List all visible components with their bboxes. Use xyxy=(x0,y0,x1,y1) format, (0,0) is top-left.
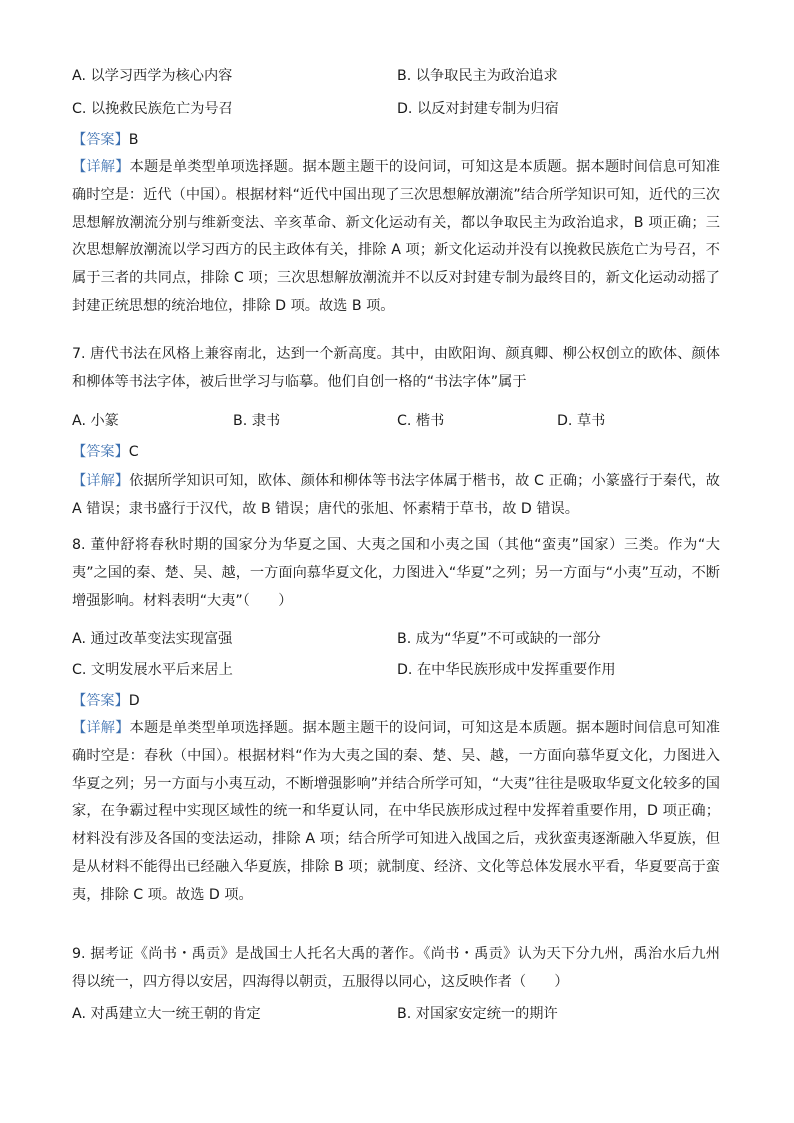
q9-option-b: B. 对国家安定统一的期许 xyxy=(397,1006,558,1022)
detail-label: 【详解】 xyxy=(72,473,130,489)
q6-option-d: D. 以反对封建专制为归宿 xyxy=(397,101,559,117)
q6-detail xyxy=(72,154,720,321)
q6-option-b: B. 以争取民主为政治追求 xyxy=(397,68,558,84)
q7-option-b: B. 隶书 xyxy=(233,413,281,429)
q7-option-c: C. 楷书 xyxy=(397,413,445,429)
q8-answer xyxy=(72,692,140,710)
q8-detail xyxy=(72,715,720,910)
q8-stem: 8. 董仲舒将春秋时期的国家分为华夏之国、大夷之国和小夷之国（其他“蛮夷”国家）三类。作为“大夷”之国的秦、楚、吴、越，一方面向慕华夏文化，力图进入“华夏”之列；另一方面与“小夷”互动，不断增强影响。材料表明“大夷”（ ） xyxy=(72,537,720,609)
q7-stem: 7. 唐代书法在风格上兼容南北，达到一个新高度。其中，由欧阳询、颜真卿、柳公权创立的欧体、颜体和柳体等书法字体，被后世学习与临摹。他们自创一格的“书法字体”属于 xyxy=(72,346,720,390)
answer-label: 【答案】 xyxy=(72,693,129,709)
q9-stem: 9. 据考证《尚书・禹贡》是战国士人托名大禹的著作。《尚书・禹贡》认为天下分九州，禹治水后九州得以统一，四方得以安居，四海得以朝贡，五服得以同心，这反映作者（ ） xyxy=(72,946,720,990)
detail-text: 依据所学知识可知，欧体、颜体和柳体等书法字体属于楷书，故 C 正确；小篆盛行于秦代，故 A 错误；隶书盛行于汉代，故 B 错误；唐代的张旭、怀素精于草书，故 D 错误。 xyxy=(72,473,720,517)
q6-option-a: A. 以学习西学为核心内容 xyxy=(72,68,233,84)
detail-label: 【详解】 xyxy=(72,159,130,175)
detail-text: 本题是单类型单项选择题。据本题主题干的设问词，可知这是本质题。据本题时间信息可知准确时空是：春秋（中国）。根据材料“作为大夷之国的秦、楚、吴、越，一方面向慕华夏文化，力图进入华夏之列；另一方面与小夷互动，不断增强影响”并结合所学可知，“大夷”往往是吸取华夏文化较多的国家，在争霸过程中实现区域性的统一和华夏认同，在中华民族形成过程中发挥着重要作用，D 项正确；材料没有涉及各国的变法运动，排除 A 项；结合所学可知进入战国之后，戎狄蛮夷逐渐融入华夏族，但是从材料不能得出已经融入华夏族，排除 B 项；就制度、经济、文化等总体发展水平看，华夏要高于蛮夷，排除 C 项。故选 D 项。 xyxy=(72,720,720,903)
answer-value: D xyxy=(128,693,140,709)
q8-option-d: D. 在中华民族形成中发挥重要作用 xyxy=(397,662,616,678)
q8-option-c: C. 文明发展水平后来居上 xyxy=(72,662,233,678)
answer-value: B xyxy=(128,132,139,148)
q8-option-a: A. 通过改革变法实现富强 xyxy=(72,631,233,647)
q6-answer xyxy=(72,131,139,149)
answer-value: C xyxy=(128,444,139,460)
detail-label: 【详解】 xyxy=(72,720,130,736)
q7-detail xyxy=(72,468,720,524)
q7-answer xyxy=(72,443,139,461)
q7-option-a: A. 小篆 xyxy=(72,413,119,429)
q7-option-d: D. 草书 xyxy=(557,413,606,429)
answer-label: 【答案】 xyxy=(72,132,129,148)
answer-label: 【答案】 xyxy=(72,444,129,460)
detail-text: 本题是单类型单项选择题。据本题主题干的设问词，可知这是本质题。据本题时间信息可知准确时空是：近代（中国）。根据材料“近代中国出现了三次思想解放潮流”结合所学知识可知，近代的三次思想解放潮流分别与维新变法、辛亥革命、新文化运动有关，都以争取民主为政治追求，B 项正确；三次思想解放潮流以学习西方的民主政体有关，排除 A 项；新文化运动并没有以挽救民族危亡为号召，不属于三者的共同点，排除 C 项；三次思想解放潮流并不以反对封建专制为最终目的，新文化运动动摇了封建正统思想的统治地位，排除 D 项。故选 B 项。 xyxy=(72,159,720,314)
q6-option-c: C. 以挽救民族危亡为号召 xyxy=(72,101,233,117)
q9-option-a: A. 对禹建立大一统王朝的肯定 xyxy=(72,1006,261,1022)
q8-option-b: B. 成为“华夏”不可或缺的一部分 xyxy=(397,631,601,647)
